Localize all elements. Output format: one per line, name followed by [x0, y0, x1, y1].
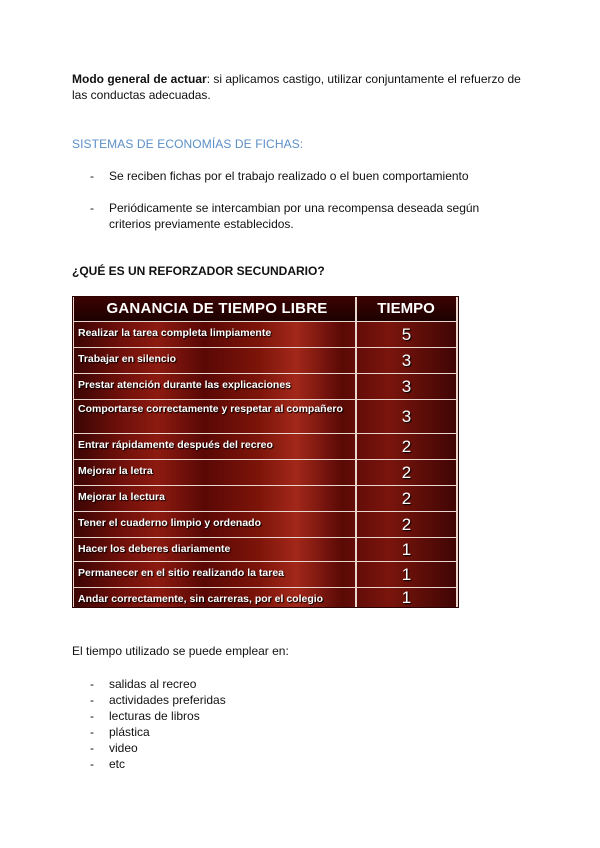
bullet-dash: - [90, 169, 94, 183]
intro-text: : si aplicamos castigo, utilizar conjuntamente el refuerzo de las conductas adecuadas. [72, 72, 521, 102]
list-item [90, 724, 226, 740]
bullet-dash: - [90, 709, 94, 723]
bullet-dash: - [90, 201, 94, 215]
row-time: 3 [401, 377, 412, 396]
list-item [90, 756, 226, 772]
table-row [73, 587, 458, 608]
row-activity: Permanecer en el sitio realizando la tarea [78, 567, 285, 579]
row-time: 1 [401, 588, 412, 607]
row-time: 3 [401, 351, 412, 370]
header-activity: GANANCIA DE TIEMPO LIBRE [106, 300, 328, 317]
bullet-dash: - [90, 741, 94, 755]
row-activity: Realizar la tarea completa limpiamente [78, 327, 272, 339]
row-time: 5 [401, 325, 412, 344]
table-header [73, 297, 458, 321]
table-row [73, 561, 458, 588]
table-row [73, 459, 458, 486]
row-activity: Comportarse correctamente y respetar al compañero [78, 403, 343, 415]
free-time-table [72, 296, 459, 608]
list-item [90, 692, 226, 708]
list-item-text: video [109, 741, 138, 755]
row-time: 1 [401, 540, 412, 559]
list-item-text: salidas al recreo [109, 677, 197, 691]
row-activity: Entrar rápidamente después del recreo [78, 439, 273, 451]
bullet-dash: - [90, 757, 94, 771]
intro-paragraph [72, 71, 532, 103]
list-item-text: etc [109, 757, 126, 771]
row-time: 1 [401, 565, 412, 584]
row-time: 2 [401, 489, 412, 508]
row-activity: Mejorar la letra [78, 465, 153, 477]
secondary-reinforcer-question: ¿QUÉ ES UN REFORZADOR SECUNDARIO? [72, 264, 325, 278]
list-item-text: plástica [109, 725, 150, 739]
table-row [73, 433, 458, 460]
row-activity: Mejorar la lectura [78, 491, 165, 503]
token-system-item-text: Periódicamente se intercambian por una recompensa deseada según criterios previamente establecidos. [109, 201, 480, 231]
table-row [73, 373, 458, 400]
list-item-text: actividades preferidas [109, 693, 226, 707]
token-system-item-text: Se reciben fichas por el trabajo realizado o el buen comportamiento [109, 169, 469, 183]
row-time: 2 [401, 515, 412, 534]
intro-bold-label: Modo general de actuar [72, 72, 207, 86]
table-row [73, 399, 458, 434]
row-time: 2 [401, 437, 412, 456]
row-activity: Andar correctamente, sin carreras, por el colegio [78, 593, 324, 605]
row-activity: Hacer los deberes diariamente [78, 543, 231, 555]
bullet-dash: - [90, 725, 94, 739]
bullet-dash: - [90, 677, 94, 691]
row-time: 3 [401, 407, 412, 426]
token-system-heading: SISTEMAS DE ECONOMÍAS DE FICHAS: [72, 137, 304, 151]
row-activity: Prestar atención durante las explicaciones [78, 379, 292, 391]
row-activity: Tener el cuaderno limpio y ordenado [78, 517, 262, 529]
list-item [90, 676, 226, 692]
list-item [90, 708, 226, 724]
table-row [73, 537, 458, 562]
header-time: TIEMPO [377, 300, 435, 317]
usage-intro: El tiempo utilizado se puede emplear en: [72, 644, 289, 658]
list-item [90, 740, 226, 756]
table-row [73, 347, 458, 374]
table-row [73, 511, 458, 538]
list-item-text: lecturas de libros [109, 709, 200, 723]
row-time: 2 [401, 463, 412, 482]
table-row [73, 485, 458, 512]
table-row [73, 321, 458, 348]
usage-list [90, 676, 226, 772]
bullet-dash: - [90, 693, 94, 707]
row-activity: Trabajar en silencio [78, 353, 177, 365]
